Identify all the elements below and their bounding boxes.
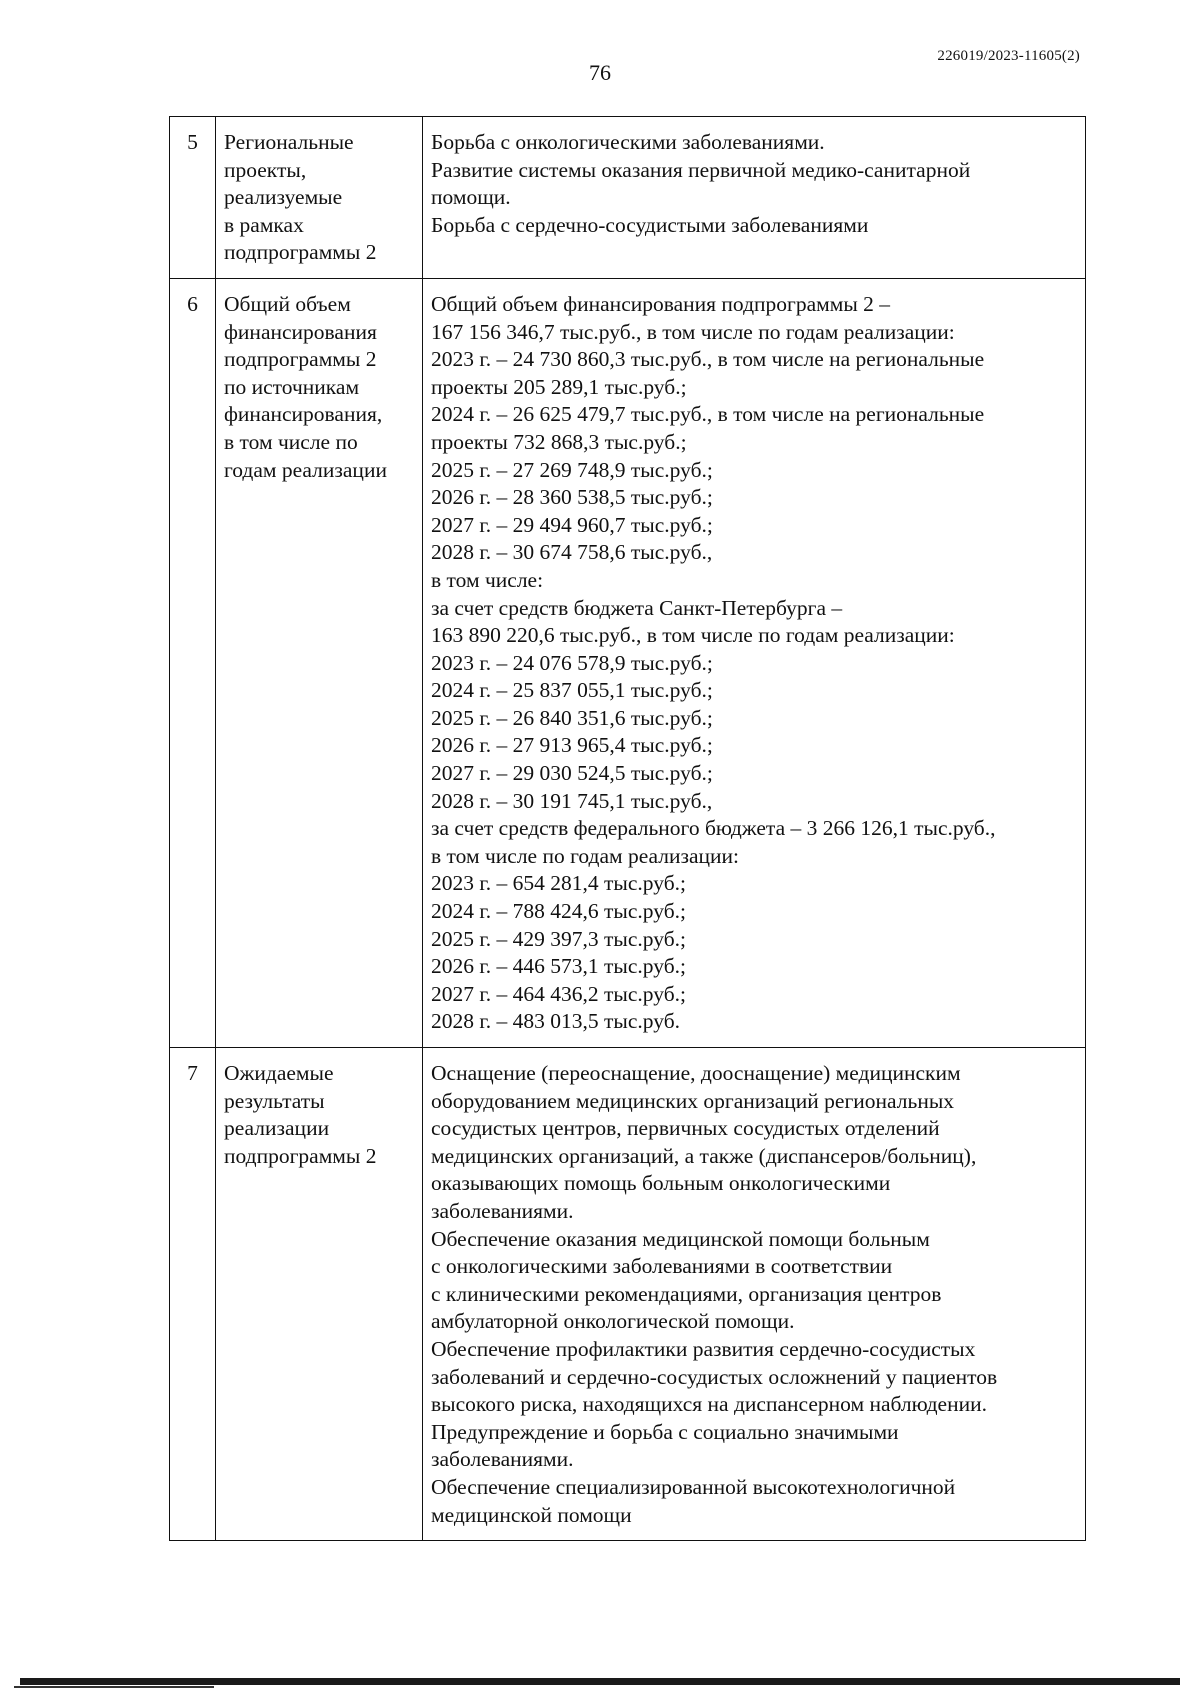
text-line: Борьба с сердечно-сосудистыми заболеваниями <box>431 212 869 237</box>
table-body <box>170 117 1086 1541</box>
text-line: помощи. <box>431 185 511 210</box>
text-line: за счет средств федерального бюджета – 3 266 126,1 тыс.руб., <box>431 816 996 841</box>
text-line: 2023 г. – 654 281,4 тыс.руб.; <box>431 871 686 896</box>
text-line: 2027 г. – 464 436,2 тыс.руб.; <box>431 981 686 1006</box>
text-line: 2025 г. – 429 397,3 тыс.руб.; <box>431 926 686 951</box>
text-line: высокого риска, находящихся на диспансерном наблюдении. <box>431 1392 987 1417</box>
text-line: реализации <box>224 1116 330 1141</box>
text-line: 2026 г. – 446 573,1 тыс.руб.; <box>431 954 686 979</box>
text-line: с клиническими рекомендациями, организация центров <box>431 1281 942 1306</box>
text-line: Региональные <box>224 130 354 154</box>
row-name-cell <box>216 278 423 1047</box>
text-line: 2025 г. – 26 840 351,6 тыс.руб.; <box>431 705 713 730</box>
bottom-scan-edge-thin <box>14 1686 214 1688</box>
text-line: подпрограммы 2 <box>224 1143 377 1168</box>
text-line: в том числе: <box>431 567 544 592</box>
text-line: финансирования, <box>224 402 383 427</box>
text-line: заболеваниями. <box>431 1198 574 1223</box>
text-line: Обеспечение специализированной высокотехнологичной <box>431 1474 956 1499</box>
text-line: 2026 г. – 28 360 538,5 тыс.руб.; <box>431 485 713 510</box>
text-line: 163 890 220,6 тыс.руб., в том числе по годам реализации: <box>431 623 955 648</box>
text-line: 2025 г. – 27 269 748,9 тыс.руб.; <box>431 457 713 482</box>
text-line: подпрограммы 2 <box>224 240 377 265</box>
text-line: 2028 г. – 483 013,5 тыс.руб. <box>431 1009 681 1034</box>
row-number: 5 <box>170 117 216 279</box>
text-line: в рамках <box>224 212 304 237</box>
text-line: Обеспечение оказания медицинской помощи больным <box>431 1226 930 1251</box>
text-line: проекты 205 289,1 тыс.руб.; <box>431 374 687 399</box>
text-line: 2024 г. – 788 424,6 тыс.руб.; <box>431 899 686 924</box>
subprogram-passport-table <box>169 116 1086 1541</box>
bottom-scan-edge <box>20 1678 1180 1685</box>
table-row <box>170 117 1086 279</box>
text-line: медицинских организаций, а также (диспансеров/больниц), <box>431 1143 977 1168</box>
text-line: 2027 г. – 29 494 960,7 тыс.руб.; <box>431 512 713 537</box>
text-line: оказывающих помощь больным онкологическими <box>431 1171 891 1196</box>
text-line: проекты, <box>224 157 307 182</box>
text-line: финансирования <box>224 319 377 344</box>
row-content-cell <box>423 117 1086 279</box>
text-line: заболеваниями. <box>431 1447 574 1472</box>
text-line: медицинской помощи <box>431 1502 632 1527</box>
text-line: Общий объем финансирования подпрограммы 2 – <box>431 291 891 316</box>
table-row <box>170 278 1086 1047</box>
text-line: подпрограммы 2 <box>224 347 377 372</box>
text-line: Оснащение (переоснащение, дооснащение) медицинским <box>431 1061 961 1085</box>
text-line: 167 156 346,7 тыс.руб., в том числе по годам реализации: <box>431 319 955 344</box>
page-number: 76 <box>589 60 611 85</box>
row-name-cell <box>216 117 423 279</box>
text-line: Борьба с онкологическими заболеваниями. <box>431 130 825 154</box>
text-line: сосудистых центров, первичных сосудистых отделений <box>431 1116 940 1141</box>
text-line: 2028 г. – 30 191 745,1 тыс.руб., <box>431 788 713 813</box>
row-content-cell <box>423 278 1086 1047</box>
text-line: годам реализации <box>224 457 387 482</box>
text-line: 2027 г. – 29 030 524,5 тыс.руб.; <box>431 761 713 786</box>
text-line: 2026 г. – 27 913 965,4 тыс.руб.; <box>431 733 713 758</box>
row-name-cell <box>216 1048 423 1541</box>
text-line: 2023 г. – 24 076 578,9 тыс.руб.; <box>431 650 713 675</box>
table-row <box>170 1048 1086 1541</box>
text-line: заболеваний и сердечно-сосудистых осложнений у пациентов <box>431 1364 998 1389</box>
row-number: 6 <box>170 278 216 1047</box>
text-line: оборудованием медицинских организаций региональных <box>431 1088 955 1113</box>
text-line: Общий объем <box>224 291 351 316</box>
text-line: с онкологическими заболеваниями в соответствии <box>431 1254 893 1279</box>
text-line: результаты <box>224 1088 325 1113</box>
text-line: реализуемые <box>224 185 343 210</box>
text-line: Обеспечение профилактики развития сердечно-сосудистых <box>431 1336 976 1361</box>
text-line: по источникам <box>224 374 360 399</box>
text-line: в том числе по годам реализации: <box>431 843 740 868</box>
row-number: 7 <box>170 1048 216 1541</box>
text-line: 2024 г. – 25 837 055,1 тыс.руб.; <box>431 678 713 703</box>
text-line: 2023 г. – 24 730 860,3 тыс.руб., в том числе на региональные <box>431 347 985 372</box>
text-line: Развитие системы оказания первичной медико-санитарной <box>431 157 971 182</box>
text-line: проекты 732 868,3 тыс.руб.; <box>431 429 687 454</box>
text-line: Ожидаемые <box>224 1061 334 1085</box>
text-line: в том числе по <box>224 429 358 454</box>
text-line: за счет средств бюджета Санкт-Петербурга – <box>431 595 843 620</box>
text-line: 2024 г. – 26 625 479,7 тыс.руб., в том числе на региональные <box>431 402 985 427</box>
text-line: Предупреждение и борьба с социально значимыми <box>431 1419 899 1444</box>
document-id: 226019/2023-11605(2) <box>937 48 1080 64</box>
row-content-cell <box>423 1048 1086 1541</box>
text-line: 2028 г. – 30 674 758,6 тыс.руб., <box>431 540 713 565</box>
text-line: амбулаторной онкологической помощи. <box>431 1309 795 1334</box>
